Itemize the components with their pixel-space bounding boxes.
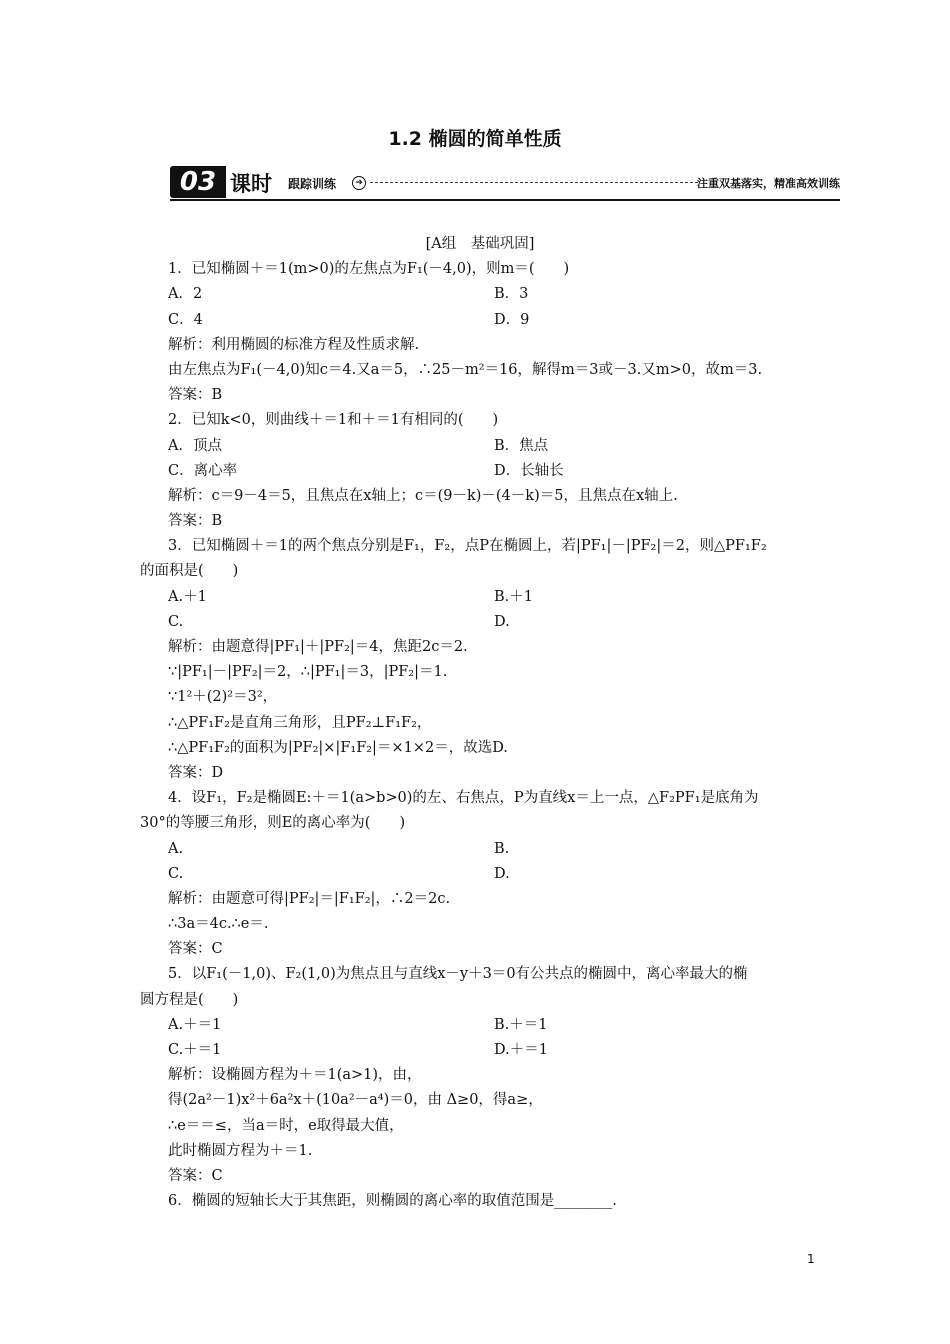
text-line: 圆方程是( ) xyxy=(140,991,239,1008)
text-line: 5．以F₁(－1,0)、F₂(1,0)为焦点且与直线x－y＋3＝0有公共点的椭圆中，离心率最大的椭 xyxy=(168,966,748,983)
text-line: 1．已知椭圆＋＝1(m>0)的左焦点为F₁(－4,0)，则m＝( ) xyxy=(168,261,570,278)
text-line: 解析：由题意可得|PF₂|＝|F₁F₂|，∴2＝2c. xyxy=(168,890,451,907)
text-line: 答案：B xyxy=(168,513,223,530)
option-left: A. xyxy=(168,840,184,857)
text-line: 的面积是( ) xyxy=(140,563,239,580)
lesson-number: 03 xyxy=(170,166,226,198)
option-row xyxy=(140,1013,820,1038)
text-line: ∴△PF₁F₂是直角三角形，且PF₂⊥F₁F₂， xyxy=(168,714,432,731)
option-right: D．长轴长 xyxy=(494,462,564,479)
option-row xyxy=(140,610,820,635)
option-row xyxy=(140,308,820,333)
exercise-content xyxy=(140,232,820,1214)
option-left: A.＋1 xyxy=(168,588,207,605)
page-title: 1.2 椭圆的简单性质 xyxy=(388,128,562,150)
text-line: 4．设F₁，F₂是椭圆E:＋＝1(a>b>0)的左、右焦点，P为直线x＝上一点，△F₂PF₁是底角为 xyxy=(168,790,759,807)
text-line: ∴△PF₁F₂的面积为|PF₂|×|F₁F₂|＝×1×2＝，故选D. xyxy=(168,739,508,756)
banner-rule xyxy=(170,199,840,201)
option-row xyxy=(140,837,820,862)
section-banner xyxy=(170,166,840,200)
option-left: C．4 xyxy=(168,311,203,328)
option-left: A．2 xyxy=(168,286,203,303)
follow-label: 跟踪训练 xyxy=(288,177,337,191)
option-left: C.＋＝1 xyxy=(168,1042,222,1058)
text-line: 6．椭圆的短轴长大于其焦距，则椭圆的离心率的取值范围是________. xyxy=(168,1193,617,1210)
text-line: ∵|PF₁|－|PF₂|＝2，∴|PF₁|＝3，|PF₂|＝1. xyxy=(168,664,448,681)
text-line: 解析：由题意得|PF₁|＋|PF₂|＝4，焦距2c＝2. xyxy=(168,639,468,655)
option-right: B．焦点 xyxy=(494,437,549,454)
option-row xyxy=(140,862,820,887)
option-right: D. xyxy=(494,613,510,630)
text-line: 答案：B xyxy=(168,387,223,404)
text-line: 答案：D xyxy=(168,764,224,781)
option-right: B.＋＝1 xyxy=(494,1016,548,1033)
text-line: ∴e＝＝≤，当a＝时，e取得最大值， xyxy=(168,1117,404,1134)
dashed-divider xyxy=(370,182,698,183)
option-row xyxy=(140,1038,820,1063)
text-line: 解析：设椭圆方程为＋＝1(a>1)，由， xyxy=(168,1067,422,1084)
option-left: C．离心率 xyxy=(168,462,238,479)
text-line: ∵1²＋(2)²＝3²， xyxy=(168,689,278,706)
text-line: 解析：利用椭圆的标准方程及性质求解. xyxy=(168,336,420,353)
option-row xyxy=(140,585,820,610)
text-line: 答案：C xyxy=(168,941,223,958)
banner-slogan: 注重双基落实，精准高效训练 xyxy=(697,177,840,190)
option-right: B. xyxy=(494,840,510,857)
text-line: 解析：c＝9－4＝5，且焦点在x轴上；c＝(9－k)－(4－k)＝5，且焦点在x轴上. xyxy=(168,487,678,504)
text-line: 由左焦点为F₁(－4,0)知c＝4.又a＝5，∴25－m²＝16，解得m＝3或－3.又m>0，故m＝3. xyxy=(168,361,763,378)
option-row xyxy=(140,459,820,484)
text-line: 2．已知k<0，则曲线＋＝1和＋＝1有相同的( ) xyxy=(168,412,499,429)
text-line: 3．已知椭圆＋＝1的两个焦点分别是F₁，F₂，点P在椭圆上，若|PF₁|－|PF₂|＝2，则△PF₁F₂ xyxy=(168,538,767,555)
option-right: B．3 xyxy=(494,286,529,303)
option-right: D．9 xyxy=(494,311,530,328)
arrow-circle-icon: ➔ xyxy=(352,176,366,190)
option-left: C. xyxy=(168,865,184,882)
group-heading: [A组 基础巩固] xyxy=(425,236,535,252)
option-left: A.＋＝1 xyxy=(168,1016,222,1033)
option-right: D.＋＝1 xyxy=(494,1042,548,1058)
lesson-label: 课时 xyxy=(230,172,272,196)
option-row xyxy=(140,434,820,459)
text-line: 30°的等腰三角形，则E的离心率为( ) xyxy=(140,815,406,832)
option-row xyxy=(140,282,820,307)
option-right: B.＋1 xyxy=(494,588,533,605)
page-number: 1 xyxy=(807,1252,815,1266)
option-left: A．顶点 xyxy=(168,437,222,454)
text-line: ∴3a＝4c.∴e＝. xyxy=(168,916,269,933)
text-line: 答案：C xyxy=(168,1167,223,1184)
option-left: C. xyxy=(168,613,184,630)
option-right: D. xyxy=(494,865,510,882)
text-line: 得(2a²－1)x²＋6a²x＋(10a²－a⁴)＝0，由 Δ≥0，得a≥， xyxy=(168,1092,543,1109)
text-line: 此时椭圆方程为＋＝1. xyxy=(168,1142,313,1159)
